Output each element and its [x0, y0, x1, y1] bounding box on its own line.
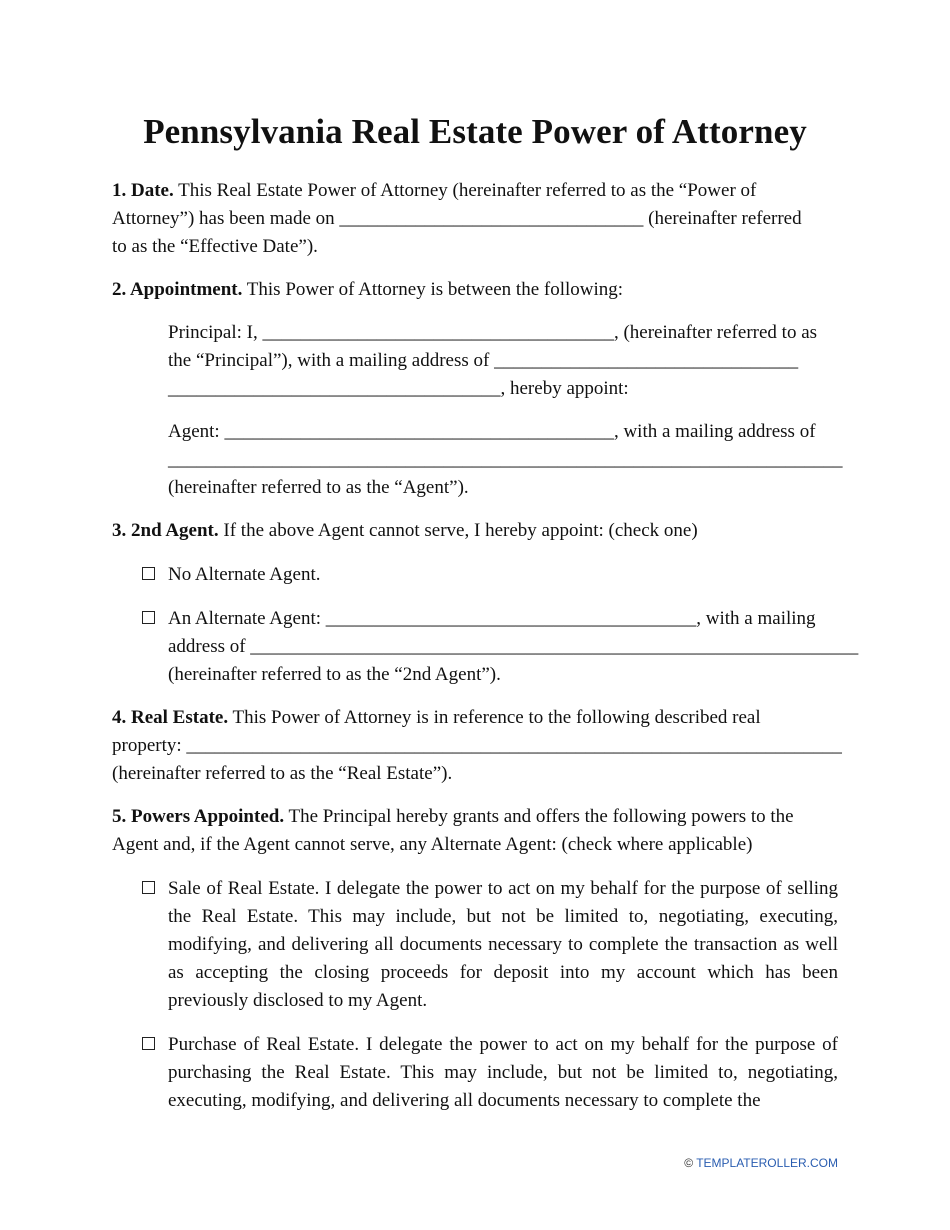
agent-name-field[interactable]: Agent: _________________________________________, with a mailing address of — [168, 421, 816, 442]
checkbox-alternate-agent[interactable] — [142, 611, 155, 624]
document-title: Pennsylvania Real Estate Power of Attorney — [143, 112, 807, 151]
alternate-agent-name-field[interactable]: An Alternate Agent: _______________________________________, with a mailing — [168, 608, 816, 629]
section-real-estate-label: 4. Real Estate. — [112, 707, 229, 728]
option-alternate-agent: An Alternate Agent: _______________________________________, with a mailing address of ________________________________________________________________ (hereinafter referred to as the “2nd Agent”). — [168, 608, 859, 685]
section-2nd-agent: 3. 2nd Agent. If the above Agent cannot serve, I hereby appoint: (check one) — [112, 520, 698, 541]
power-purchase-of-real-estate: Purchase of Real Estate. I delegate the power to act on my behalf for the purpose of purchasing the Real Estate. This may include, but not be limited to, negotiating, executing, modifying, and delivering all documents necessary to complete the — [168, 1034, 838, 1111]
property-description-field[interactable]: property: _____________________________________________________________________ — [112, 735, 842, 756]
copyright-symbol: © — [684, 1156, 694, 1170]
section-powers-appointed-label: 5. Powers Appointed. — [112, 806, 285, 827]
section-appointment: 2. Appointment. This Power of Attorney is between the following: — [112, 279, 624, 300]
section-date-label: 1. Date. — [112, 180, 174, 201]
templateroller-link[interactable]: TEMPLATEROLLER.COM — [696, 1156, 838, 1170]
principal-address-field[interactable]: the “Principal”), with a mailing address of ________________________________ — [168, 350, 799, 371]
power-sale-of-real-estate: Sale of Real Estate. I delegate the power to act on my behalf for the purpose of selling the Real Estate. This may include, but not be limited to, negotiating, executing, modifying, and delivering all documents necessary to complete the transaction as well as accepting the closing proceeds for deposit into my account which has been previously disclosed to my Agent. — [168, 878, 838, 1011]
option-no-alternate-agent: No Alternate Agent. — [168, 564, 321, 585]
section-2nd-agent-label: 3. 2nd Agent. — [112, 520, 219, 541]
principal-name-field[interactable]: Principal: I, _____________________________________, (hereinafter referred to as — [168, 322, 818, 343]
agent-block: Agent: _________________________________________, with a mailing address of _______________________________________________________________________ (hereinafter referred to as the “Agent”). — [168, 421, 843, 498]
checkbox-no-alternate-agent[interactable] — [142, 567, 155, 580]
checkbox-purchase-of-real-estate[interactable] — [142, 1037, 155, 1050]
section-real-estate: 4. Real Estate. This Power of Attorney is in reference to the following described real property: _____________________________________________________________________ (hereinafter referred to as the “Real Estate”). — [112, 707, 842, 784]
footer-credit — [684, 1156, 838, 1170]
checkbox-sale-of-real-estate[interactable] — [142, 881, 155, 894]
section-powers-appointed: 5. Powers Appointed. The Principal hereby grants and offers the following powers to the Agent and, if the Agent cannot serve, any Alternate Agent: (check where applicable) — [112, 806, 794, 855]
section-appointment-label: 2. Appointment. — [112, 279, 243, 300]
alternate-agent-address-field[interactable]: address of ________________________________________________________________ — [168, 636, 859, 657]
principal-block: Principal: I, _____________________________________, (hereinafter referred to as the “Principal”), with a mailing address of ________________________________ ___________________________________, hereby appoint: — [168, 322, 818, 399]
agent-address-field[interactable]: _______________________________________________________________________ — [168, 449, 843, 470]
section-date: 1. Date. This Real Estate Power of Attorney (hereinafter referred to as the “Power of Attorney”) has been made on ________________________________ (hereinafter referred to as the “Effective Date”). — [112, 180, 802, 257]
